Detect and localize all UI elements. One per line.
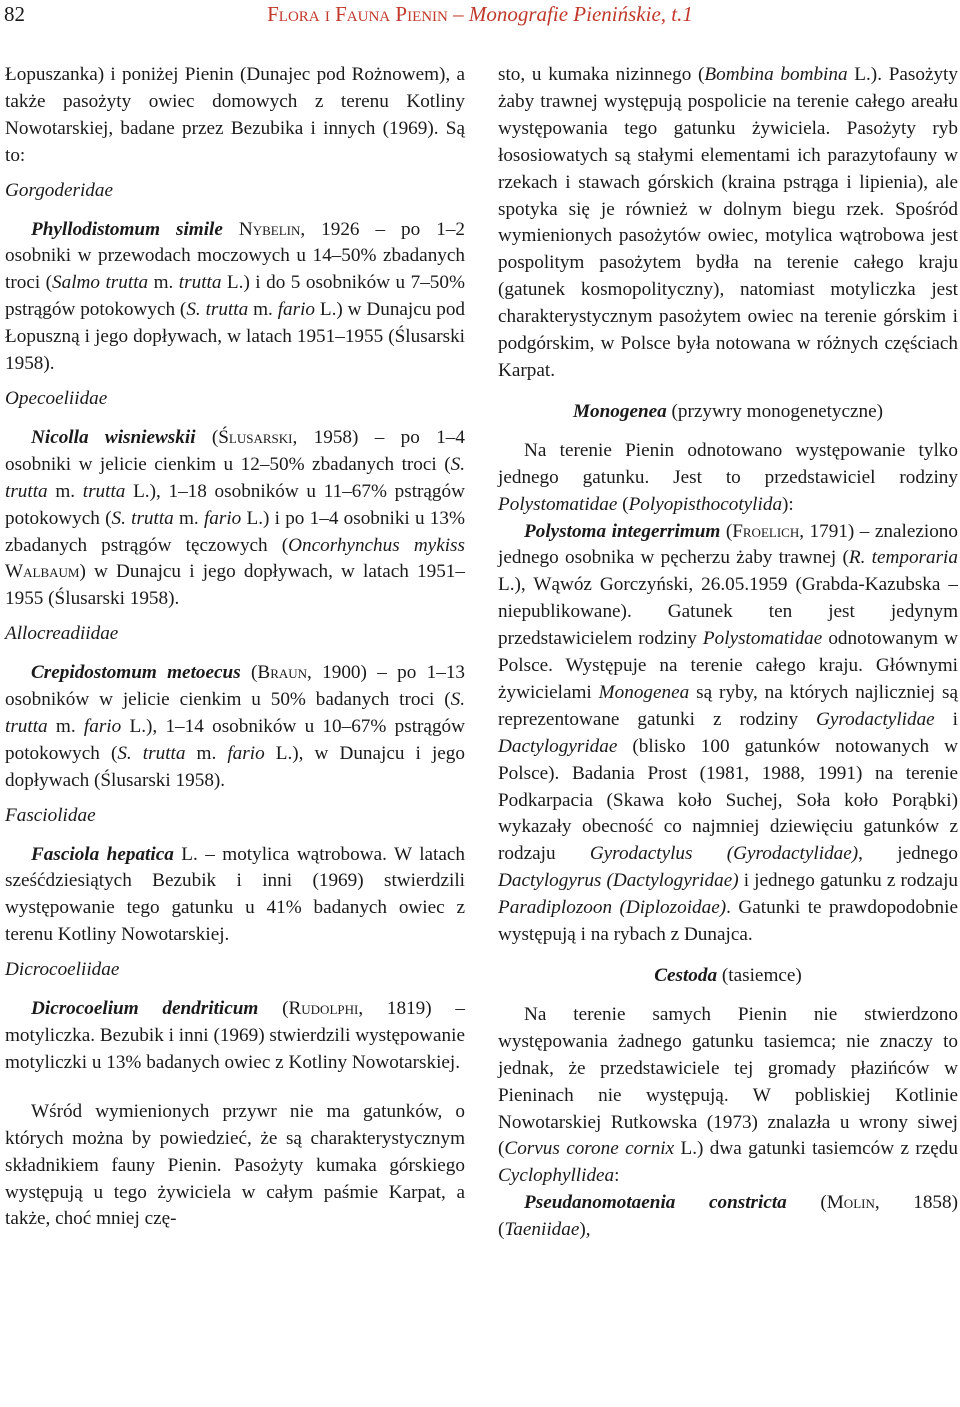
section-subtitle: (przywry monogenetyczne) <box>666 400 884 422</box>
entry-text: : <box>614 1165 620 1187</box>
family-heading-gorgoderidae: Gorgoderidae <box>5 179 114 201</box>
entry-text: m. <box>148 272 179 294</box>
family-heading-fasciolidae: Fasciolidae <box>5 804 96 826</box>
entry-text: L.) w Dunajcu pod Łopuszną i jego dopływach, w latach 1951–1955 (Ślusarski 1958). <box>5 299 466 375</box>
host-name: trutta <box>178 272 222 294</box>
cestoda-intro <box>498 1002 958 1190</box>
family-heading-allocreadiidae: Allocreadiidae <box>5 623 119 645</box>
host-name: S. trutta <box>111 507 174 529</box>
section-heading-monogenea <box>498 399 958 426</box>
entry-text: ), <box>579 1219 591 1241</box>
section-taxon: Cestoda <box>654 965 718 986</box>
taxon-name: Gyrodactylidae <box>816 708 935 730</box>
paragraph-gap <box>5 1077 465 1099</box>
species-entry-nicolla <box>5 425 465 613</box>
entry-text: m. <box>185 742 228 764</box>
entry-text: . Gatunki te prawdopodobnie występują i na rybach z Dunajca. <box>498 897 958 946</box>
host-name: S. trutta <box>186 299 249 321</box>
taxon-name: Cyclophyllidea <box>498 1165 615 1187</box>
right-column <box>498 62 958 1244</box>
host-name: trutta <box>82 480 126 502</box>
monogenea-intro <box>498 438 958 519</box>
entry-text: L.), 1–18 osobników u 11–67% pstrągów potokowych ( <box>5 480 465 529</box>
taxon-name: Monogenea <box>598 681 690 703</box>
taxon-name: Taeniidae <box>504 1219 580 1241</box>
left-column <box>5 62 465 1233</box>
section-heading-cestoda <box>498 963 958 990</box>
entry-text: (blisko 100 gatunków notowanych w Polsce). Badania Prost (1981, 1988, 1991) na terenie Podkarpacia (Skawa koło Suchej, Soła koło Porąbki) wykazały obecność co najmniej dziewięciu gatunków z rodzaju <box>498 735 958 865</box>
species-name: Dicrocoelium dendriticum <box>31 998 259 1020</box>
species-name: Phyllodistomum simile <box>31 218 223 240</box>
species-entry-dicrocoelium <box>5 996 465 1077</box>
host-name: S. trutta <box>5 689 465 737</box>
entry-text: L.), 1–14 osobników u 10–67% pstrągów potokowych ( <box>5 715 465 764</box>
host-name: fario <box>83 715 122 737</box>
species-name: Fasciola hepatica <box>31 843 174 865</box>
entry-text: ( <box>617 493 629 515</box>
series-subtitle: Monografie Pienińskie, t.1 <box>468 2 693 26</box>
entry-text: , 1926 – po 1–2 osobniki w przewodach moczowych u 14–50% zbadanych troci ( <box>5 218 466 294</box>
section-taxon: Monogenea <box>572 400 667 422</box>
species-author: Ślusarski <box>218 426 293 448</box>
species-entry-pseudanomotaenia <box>498 1190 958 1244</box>
entry-text: są ryby, na których najliczniej są reprezentowane gatunki z rodziny <box>498 681 958 730</box>
species-entry-phyllodistomum <box>5 217 465 378</box>
taxon-name: Gyrodactylus (Gyrodactylidae) <box>589 843 859 865</box>
entry-text: sto, u kumaka nizinnego ( <box>498 64 705 85</box>
entry-text: L.) i po 1–4 osobniki u 13% zbadanych pstrągów tęczowych ( <box>5 507 465 556</box>
entry-text: L.), Wąwóz Gorczyński, 26.05.1959 (Grabda-Kazubska – niepublikowane). Gatunek ten jest jedynym przedstawicielem rodziny <box>498 574 958 650</box>
host-name: Salmo trutta <box>52 272 149 294</box>
species-entry-polystoma <box>498 519 958 950</box>
family-heading-dicrocoeliidae: Dicrocoeliidae <box>5 959 120 981</box>
section-subtitle: (tasiemce) <box>717 965 802 986</box>
page-number: 82 <box>4 2 25 26</box>
entry-text: L.) dwa gatunki tasiemców z rzędu <box>674 1138 958 1160</box>
entry-text: ) w Dunajcu i jego dopływach, w latach 1951–1955 (Ślusarski 1958). <box>5 561 465 610</box>
entry-text: ( <box>720 520 733 542</box>
species-author: Rudolphi <box>288 998 359 1020</box>
host-name: R. temporaria <box>848 547 958 569</box>
species-author: Froelich <box>732 520 800 542</box>
entry-text: m. <box>47 480 83 502</box>
entry-text: , jednego <box>858 843 958 865</box>
running-title <box>0 2 960 27</box>
entry-text: , 1819) – motyliczka. Bezubik i inni (1969) stwierdzili występowanie motyliczki u 13% badanych owiec z Kotliny Nowotarskiej. <box>5 998 465 1073</box>
host-name: Bombina bombina <box>704 64 848 85</box>
host-name: S. trutta <box>117 742 186 764</box>
entry-text: Na terenie Pienin odnotowano występowanie tylko jednego gatunku. Jest to przedstawiciel rodziny <box>498 439 958 488</box>
host-name: Corvus corone cornix <box>504 1138 675 1160</box>
entry-text: L. – motylica wątrobowa. W latach sześćdziesiątych Bezubik i inni (1969) stwierdzili występowanie tego gatunku u 41% badanych owiec z terenu Kotliny Nowotarskiej. <box>5 843 466 946</box>
species-name: Nicolla wisniewskii <box>31 426 196 448</box>
entry-text: ): <box>782 493 794 515</box>
host-name: fario <box>203 507 242 529</box>
closing-paragraph: Wśród wymienionych przywr nie ma gatunków, o których można by powiedzieć, że są charakterystycznym składnikiem fauny Pienin. Pasożyty kumaka górskiego występują u tego żywiciela w całym paśmie Karpat, a także, choć mniej czę- <box>5 1100 465 1230</box>
entry-text: L.). Pasożyty żaby trawnej występują pospolicie na terenie całego areału występowania tego gatunku żywiciela. Pasożyty ryb łososiowatych są stałymi elementami ich parazytofauny w rzekach i stawach górskich (kraina pstrąga i lipienia), ale spotyka się je również w dolnym biegu rzek. Spośród wymienionych pasożytów owiec, motylica wątrobowa jest pospolitym pasożytem bydła na terenie całego kraju (gatunek kosmopolityczny), natomiast motyliczka jest charakterystycznym pasożytem owiec na terenie górskim i podgórskim, w Polsce była notowana w różnych częściach Karpat. <box>498 64 958 381</box>
entry-text: ( <box>240 662 258 684</box>
title-dash: – <box>447 2 469 26</box>
species-entry-fasciola <box>5 842 465 950</box>
entry-text: m. <box>173 507 204 529</box>
entry-text: odnotowanym w Polsce. Występuje na terenie całego kraju. Głównymi żywicielami <box>498 628 958 703</box>
taxon-name: Paradiplozoon (Diplozoidae) <box>498 897 727 919</box>
entry-text: i <box>934 708 958 730</box>
continuation-paragraph <box>498 62 958 385</box>
entry-text: , 1858) ( <box>498 1192 958 1241</box>
species-name: Polystoma integerrimum <box>524 520 721 542</box>
entry-text: i jednego gatunku z rodzaju <box>738 870 959 892</box>
taxon-name: Polyopisthocotylida <box>628 493 783 515</box>
species-name: Crepidostomum metoecus <box>31 662 241 684</box>
species-entry-crepidostomum <box>5 660 465 795</box>
entry-text: , 1791) – znaleziono jednego osobnika w pęcherzu żaby trawnej ( <box>498 520 958 569</box>
species-author: Molin <box>826 1192 875 1214</box>
entry-text: ( <box>258 998 289 1020</box>
taxon-name: Polystomatidae <box>702 628 823 650</box>
entry-text: Na terenie samych Pienin nie stwierdzono występowania żadnego gatunku tasiemca; nie znaczy to jednak, że przedstawiciele tej gromady płazińców w Pieninach nie występują. W pobliskiej Kotlinie Nowotarskiej Rutkowska (1973) znalazła u wrony siwej ( <box>498 1003 958 1160</box>
entry-text: L.), w Dunajcu i jego dopływach (Ślusarski 1958). <box>5 742 465 791</box>
host-name: fario <box>227 742 265 764</box>
entry-text: m. <box>248 299 278 321</box>
entry-text: m. <box>47 715 84 737</box>
page-header <box>0 0 960 40</box>
entry-text: , 1958) – po 1–4 osobniki w jelicie cienkim u 12–50% zbadanych troci ( <box>5 426 465 475</box>
entry-text: L.) i do 5 osobników u 7–50% pstrągów potokowych ( <box>5 272 465 321</box>
host-name: Oncorhynchus mykiss <box>288 534 465 556</box>
taxon-name: Dactylogyridae <box>498 735 618 757</box>
series-title: Flora i Fauna Pienin <box>267 2 448 26</box>
host-name: fario <box>277 299 316 321</box>
family-heading-opecoeliidae: Opecoeliidae <box>5 387 108 409</box>
entry-text: ( <box>786 1192 827 1214</box>
intro-paragraph: Łopuszanka) i poniżej Pienin (Dunajec pod Rożnowem), a także pasożyty owiec domowych z terenu Kotliny Nowotarskiej, badane przez Bezubika i innych (1969). Są to: <box>5 64 465 166</box>
taxon-name: Polystomatidae <box>498 493 618 515</box>
entry-text: ( <box>195 426 219 448</box>
host-name: S. trutta <box>5 453 465 502</box>
species-author: Walbaum <box>5 561 80 583</box>
entry-text: , 1900) – po 1–13 osobników w jelicie cienkim u 50% badanych troci ( <box>5 662 466 711</box>
species-name: Pseudanomotaenia constricta <box>524 1192 787 1214</box>
taxon-name: Dactylogyrus (Dactylogyridae) <box>498 870 739 892</box>
species-author: Nybelin <box>238 218 301 240</box>
species-author: Braun <box>257 662 308 684</box>
